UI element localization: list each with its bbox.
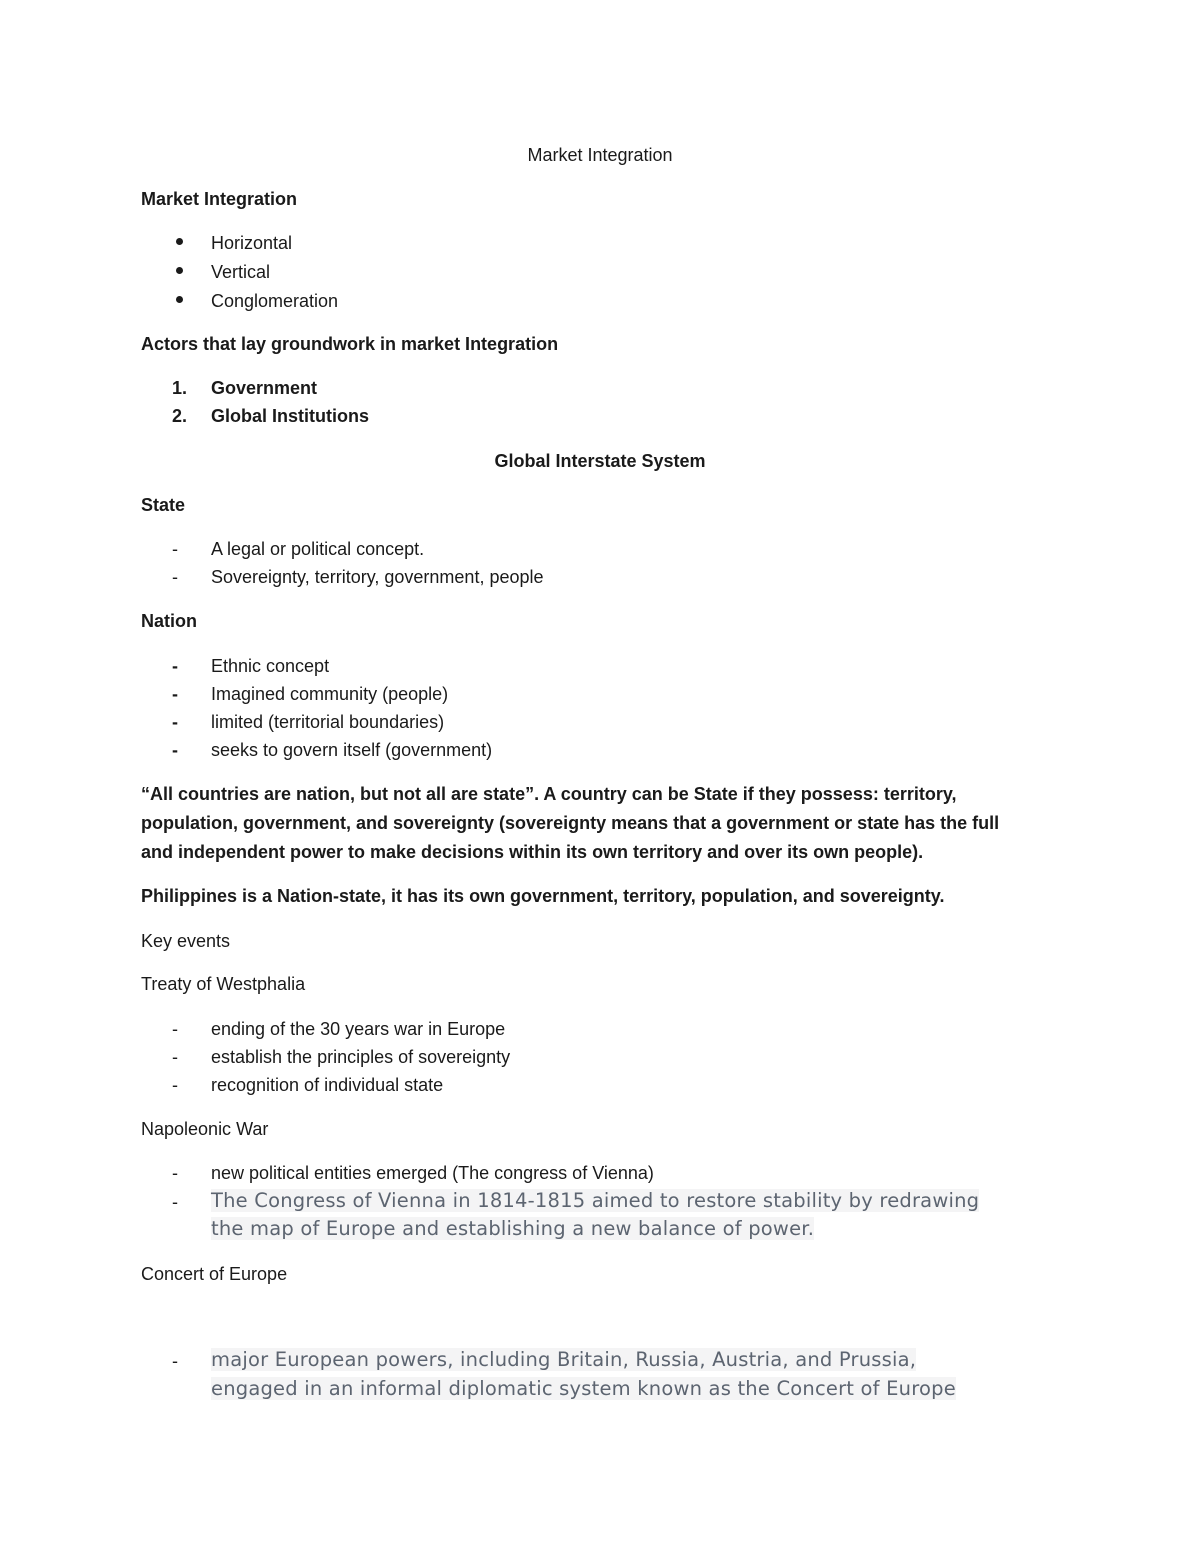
dash-marker: - [172,712,178,732]
list-item: ending of the 30 years war in Europe [211,1019,506,1039]
state-heading: State [141,495,186,515]
list-item-quote-continued [211,1377,956,1401]
paragraph-line: and independent power to make decisions within its own territory and over its own people). [141,842,924,862]
section-heading-interstate: Global Interstate System [494,451,706,471]
list-item-quote-continued [211,1217,814,1241]
key-events-label: Key events [141,931,231,951]
section-heading-actors: Actors that lay groundwork in market Integration [141,334,559,354]
concert-heading: Concert of Europe [141,1264,288,1284]
list-item: recognition of individual state [211,1075,444,1095]
list-number: 1. [172,378,188,398]
list-item: Government [211,378,318,398]
bullet-dot-icon [176,296,183,303]
list-item: A legal or political concept. [211,539,425,559]
list-number: 2. [172,406,188,426]
highlighted-text: The Congress of Vienna in 1814-1815 aimed to restore stability by redrawing [211,1189,980,1212]
highlighted-text: engaged in an informal diplomatic system known as the Concert of Europe [211,1377,956,1400]
dash-marker: - [172,1163,178,1183]
dash-marker: - [172,1075,178,1095]
dash-marker: - [172,567,178,587]
list-item: Imagined community (people) [211,684,449,704]
dash-marker: - [172,1019,178,1039]
page-title: Market Integration [527,145,673,165]
list-item: limited (territorial boundaries) [211,712,445,732]
bullet-dot-icon [176,267,183,274]
highlighted-text: major European powers, including Britain, Russia, Austria, and Prussia, [211,1348,917,1371]
dash-marker: - [172,656,178,676]
paragraph-philippines: Philippines is a Nation-state, it has its own government, territory, population, and sovereignty. [141,886,945,906]
dash-marker: - [172,1192,178,1212]
dash-marker: - [172,539,178,559]
paragraph-line: “All countries are nation, but not all are state”. A country can be State if they possess: territory, [141,784,957,804]
section-heading-market-integration: Market Integration [141,189,298,209]
dash-marker: - [172,1351,178,1371]
list-item: Sovereignty, territory, government, people [211,567,544,587]
dash-marker: - [172,740,178,760]
westphalia-heading: Treaty of Westphalia [141,974,306,994]
list-item: Conglomeration [211,291,339,311]
list-item: Vertical [211,262,271,282]
bullet-dot-icon [176,238,183,245]
highlighted-text: the map of Europe and establishing a new balance of power. [211,1217,815,1240]
napoleonic-heading: Napoleonic War [141,1119,269,1139]
list-item: establish the principles of sovereignty [211,1047,511,1067]
dash-marker: - [172,1047,178,1067]
list-item: Ethnic concept [211,656,330,676]
nation-heading: Nation [141,611,197,631]
dash-marker: - [172,684,178,704]
paragraph-line: population, government, and sovereignty (sovereignty means that a government or state has the full [141,813,1000,833]
list-item-quote [211,1348,916,1372]
list-item: Horizontal [211,233,293,253]
list-item: seeks to govern itself (government) [211,740,493,760]
list-item-quote [211,1189,979,1213]
list-item: Global Institutions [211,406,369,426]
list-item: new political entities emerged (The congress of Vienna) [211,1163,654,1183]
